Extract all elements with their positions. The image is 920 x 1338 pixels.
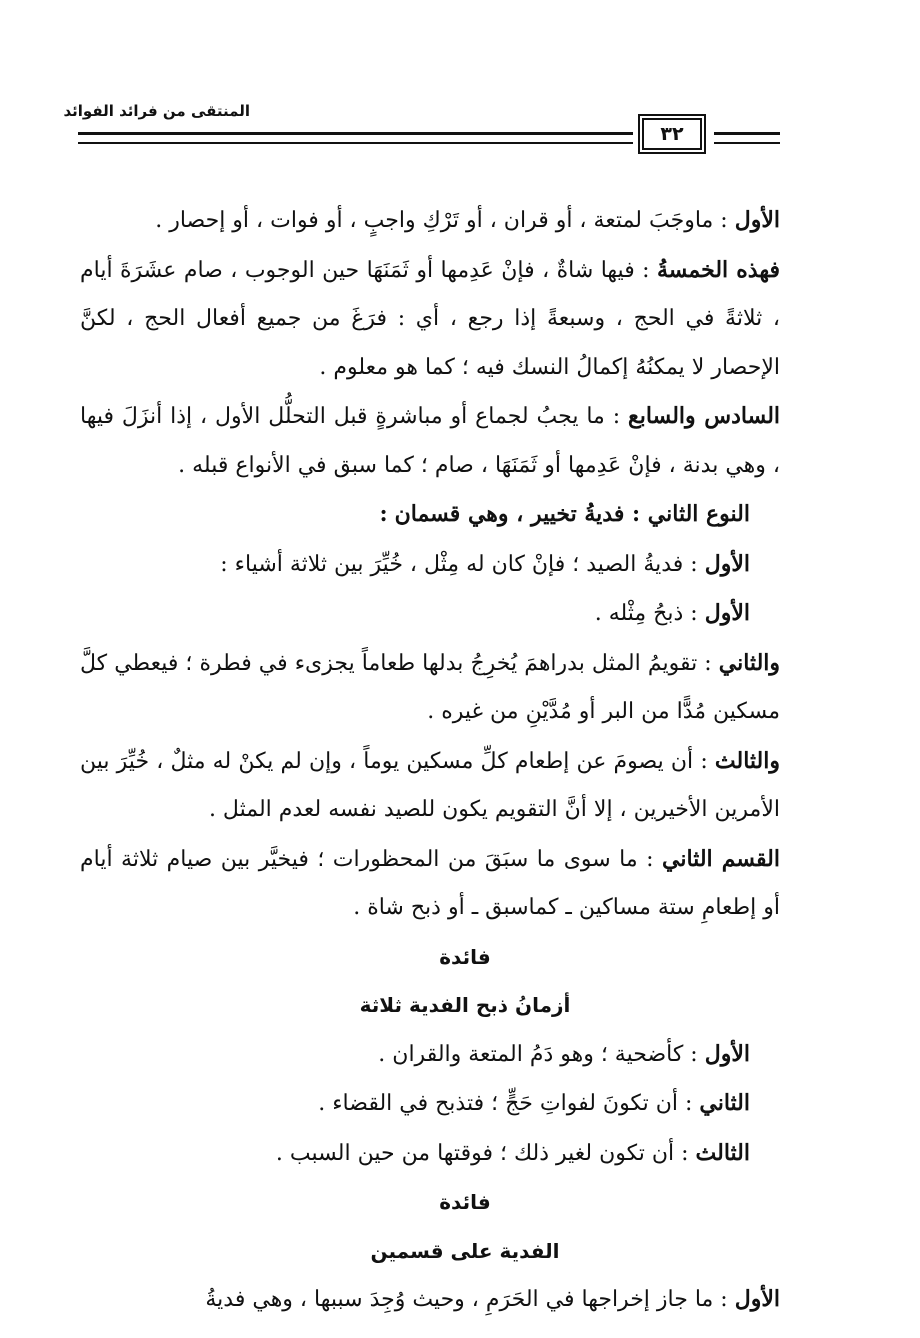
section-heading: فائدة bbox=[439, 944, 491, 969]
paragraph bbox=[80, 490, 780, 540]
paragraph-text: : ذبحُ مِثْله . bbox=[594, 601, 698, 626]
paragraph bbox=[80, 835, 780, 933]
paragraph-term: الثاني bbox=[699, 1090, 750, 1116]
paragraph-text: : فيها شاةٌ ، فإنْ عَدِمها أو ثَمَنَهَا حين الوجوب ، صام عشَرَةَ أيام ، ثلاثةً في الحج ، وسبعةً إذا رجع ، أي : فرَغَ من جميع أفعال الحج ، لكنَّ الإحصار لا يمكنُهُ إكمالُ النسك فيه ؛ كما هو معلوم . bbox=[80, 257, 780, 380]
paragraph-term: الأول bbox=[704, 550, 750, 577]
paragraph-term: السادس والسابع bbox=[628, 403, 781, 429]
paragraph-term: فهذه الخمسةُ bbox=[657, 256, 781, 283]
paragraph-term: الأول bbox=[734, 1286, 780, 1312]
page-body bbox=[80, 196, 780, 1325]
paragraph bbox=[80, 1275, 780, 1325]
paragraph bbox=[80, 246, 780, 393]
paragraph-term: والثاني bbox=[718, 649, 781, 676]
paragraph-term: الثالث bbox=[695, 1139, 750, 1166]
paragraph-text: : أن يصومَ عن إطعام كلِّ مسكين يوماً ، وإن لم يكنْ له مثلٌ ، خُيِّرَ بين الأمرين الأخيرين ، إلا أنَّ التقويم يكون للصيد نفسه لعدم المثل . bbox=[80, 748, 780, 822]
paragraph bbox=[80, 540, 780, 590]
paragraph-text: : ما يجبُ لجماع أو مباشرةٍ قبل التحلُّل الأول ، إذا أنزَلَ فيها ، وهي بدنة ، فإنْ عَدِمها أو ثَمَنَهَا ، صام ؛ كما سبق في الأنواع قبله . bbox=[80, 404, 780, 478]
paragraph-text: : أن تكون لغير ذلك ؛ فوقتها من حين السبب . bbox=[275, 1140, 689, 1166]
section-heading: الفدية على قسمين bbox=[370, 1238, 560, 1263]
paragraph-text: : ماوجَبَ لمتعة ، أو قران ، أو تَرْكِ واجبٍ ، أو فوات ، أو إحصار . bbox=[155, 208, 728, 233]
section-heading: فائدة bbox=[439, 1190, 491, 1214]
running-title: المنتقى من فرائد الفوائد bbox=[63, 102, 250, 120]
paragraph-term: الأول bbox=[704, 600, 750, 626]
paragraph-text: : bbox=[379, 501, 388, 527]
paragraph bbox=[80, 1030, 780, 1080]
paragraph bbox=[80, 737, 780, 835]
page-header bbox=[63, 98, 780, 158]
header-rule-left bbox=[78, 132, 633, 144]
paragraph-term: والثالث bbox=[714, 747, 780, 774]
header-rule-right bbox=[714, 132, 780, 144]
paragraph-text: : ما سوى ما سبَقَ من المحظورات ؛ فيخيَّر بين صيام ثلاثة أيام أو إطعامِ ستة مساكين ـ كماسبق ـ أو ذبح شاة . bbox=[80, 846, 780, 920]
paragraph bbox=[80, 392, 780, 490]
paragraph-text: : ما جاز إخراجها في الحَرَمِ ، وحيث وُجِدَ سببها ، وهي فديةُ bbox=[205, 1287, 728, 1312]
paragraph bbox=[80, 1079, 780, 1129]
paragraph bbox=[80, 196, 780, 246]
section-heading: أزمانُ ذبح الفدية ثلاثة bbox=[359, 993, 571, 1017]
paragraph-term: القسم الثاني bbox=[662, 845, 780, 872]
page-number: ٣٢ bbox=[642, 118, 702, 150]
paragraph-text: : فديةُ الصيد ؛ فإنْ كان له مِثْل ، خُيِّرَ بين ثلاثة أشياء : bbox=[220, 551, 698, 577]
paragraph-text: : أن تكونَ لفواتِ حَجٍّ ؛ فتذبح في القضاء . bbox=[318, 1091, 693, 1116]
paragraph bbox=[80, 639, 780, 737]
paragraph-term: الأول bbox=[734, 207, 780, 233]
paragraph-text: : تقويمُ المثل بدراهمَ يُخرِجُ بدلها طعاماً يجزىء في فطرة ؛ فيعطي كلَّ مسكين مُدًّا من البر أو مُدَّيْنِ من غيره . bbox=[80, 650, 780, 724]
paragraph-term: النوع الثاني : فديةُ تخيير ، وهي قسمان bbox=[394, 501, 750, 527]
paragraph-text: : كأضحية ؛ وهو دَمُ المتعة والقران . bbox=[378, 1041, 698, 1067]
paragraph-term: الأول bbox=[704, 1040, 750, 1067]
paragraph bbox=[80, 1129, 780, 1179]
paragraph bbox=[80, 589, 780, 639]
